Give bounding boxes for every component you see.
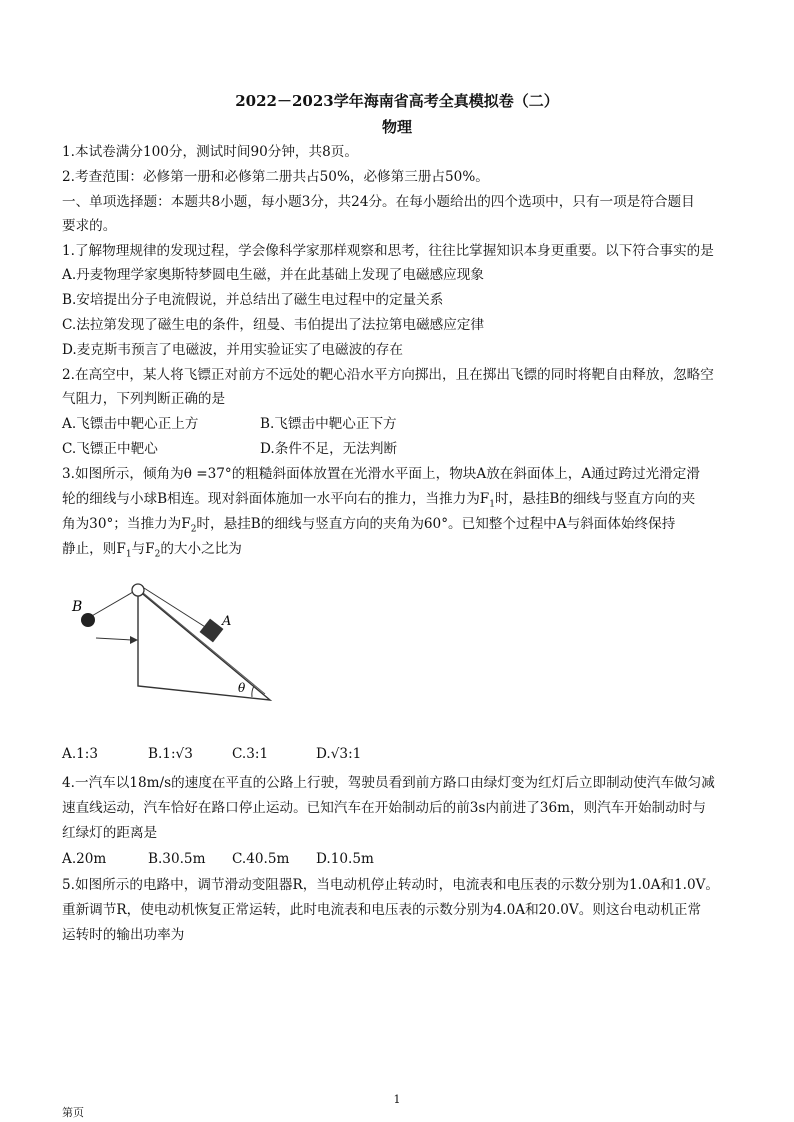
- page-label: 第页: [62, 1106, 84, 1119]
- q2-stem-line2: 气阻力，下列判断正确的是: [62, 391, 226, 407]
- q2-option-a: A.飞镖击中靶心正上方: [62, 416, 199, 432]
- q2-stem-line1: 2.在高空中，某人将飞镖正对前方不远处的靶心沿水平方向掷出，且在掷出飞镖的同时将靶自由释放，忽略空: [62, 367, 714, 383]
- block-a: [200, 619, 224, 643]
- q3-option-b: B.1:√3: [148, 746, 193, 762]
- section-heading-line2: 要求的。: [62, 218, 117, 234]
- ball-b: [81, 613, 95, 627]
- q4-option-b: B.30.5m: [148, 851, 206, 867]
- q5-stem-line1: 5.如图所示的电路中，调节滑动变阻器R，当电动机停止转动时，电流表和电压表的示数分别为1.0A和1.0V。: [62, 877, 720, 893]
- q3-stem-line1: 3.如图所示，倾角为θ =37°的粗糙斜面体放置在光滑水平面上，物块A放在斜面体上，A通过跨过光滑定滑: [62, 466, 700, 482]
- block-a-label: A: [222, 614, 232, 629]
- q2-option-b: B.飞镖击中靶心正下方: [260, 416, 397, 432]
- q3-stem-line4: 静止，则$F_1$与$F_2$的大小之比为: [62, 541, 242, 560]
- q3-stem-line3: 角为30°；当推力为$F_2$时，悬挂B的细线与竖直方向的夹角为60°。已知整个过程中A与斜面体始终保持: [62, 516, 676, 535]
- q4-stem-line3: 红绿灯的距离是: [62, 825, 158, 841]
- q3-option-a: A.1:3: [62, 746, 99, 762]
- q1-stem: 1.了解物理规律的发现过程，学会像科学家那样观察和思考，往往比掌握知识本身更重要。以下符合事实的是: [62, 243, 714, 259]
- q1-option-d: D.麦克斯韦预言了电磁波，并用实验证实了电磁波的存在: [62, 342, 403, 358]
- q1-option-b: B.安培提出分子电流假说，并总结出了磁生电过程中的定量关系: [62, 292, 444, 308]
- q1-option-a: A.丹麦物理学家奥斯特梦圆电生磁，并在此基础上发现了电磁感应现象: [62, 267, 484, 283]
- angle-theta-label: θ: [238, 681, 246, 695]
- instruction-1: 1.本试卷满分100分，测试时间90分钟，共8页。: [62, 144, 358, 160]
- exam-title: 2022－2023学年海南省高考全真模拟卷（二）: [235, 92, 559, 110]
- q4-option-c: C.40.5m: [232, 851, 290, 867]
- section-heading-line1: 一、单项选择题：本题共8小题，每小题3分，共24分。在每小题给出的四个选项中，只有一项是符合题目: [62, 194, 695, 210]
- q5-stem-line3: 运转时的输出功率为: [62, 927, 185, 943]
- exam-subject: 物理: [381, 118, 412, 136]
- instruction-2: 2.考查范围：必修第一册和必修第二册共占50%，必修第三册占50%。: [62, 169, 489, 185]
- incline-pulley-diagram: [60, 580, 290, 710]
- q3-stem-line2: 轮的细线与小球B相连。现对斜面体施加一水平向右的推力，当推力为$F_1$时，悬挂B的细线与竖直方向的夹: [62, 491, 696, 510]
- q4-stem-line1: 4.一汽车以18m/s的速度在平直的公路上行驶，驾驶员看到前方路口由绿灯变为红灯后立即制动使汽车做匀减: [62, 775, 715, 791]
- q3-option-d: D.√3:1: [316, 746, 362, 762]
- q1-option-c: C.法拉第发现了磁生电的条件，纽曼、韦伯提出了法拉第电磁感应定律: [62, 317, 485, 333]
- ball-b-label: B: [72, 599, 83, 615]
- q4-option-a: A.20m: [62, 851, 107, 867]
- q2-option-d: D.条件不足，无法判断: [260, 441, 398, 457]
- q4-option-d: D.10.5m: [316, 851, 374, 867]
- q2-option-c: C.飞镖正中靶心: [62, 441, 158, 457]
- page-number: 1: [393, 1093, 401, 1106]
- q3-option-c: C.3:1: [232, 746, 269, 762]
- q5-stem-line2: 重新调节R，使电动机恢复正常运转，此时电流表和电压表的示数分别为4.0A和20.0V。则这台电动机正常: [62, 902, 702, 918]
- q4-stem-line2: 速直线运动，汽车恰好在路口停止运动。已知汽车在开始制动后的前3s内前进了36m，则汽车开始制动时与: [62, 800, 706, 816]
